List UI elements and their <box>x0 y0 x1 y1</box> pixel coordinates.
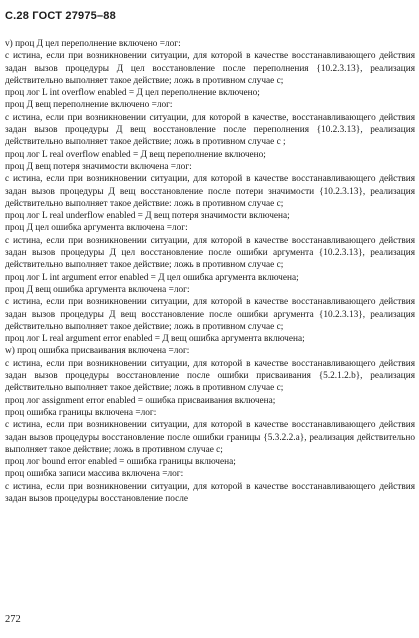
text-line: с истина, если при возникновении ситуации, для которой в качестве восстанавливающего действия задан вызов процедуры восстановление после ошибки границы {5.3.2.2.a}, реализация действительно выполняет такое действие; ложь в противном случае с; <box>5 420 415 455</box>
text-line: проц лог L real underflow enabled = Д вещ потеря значимости включена; <box>5 211 290 222</box>
text-line: проц лог L int overflow enabled = Д цел переполнение включено; <box>5 88 260 99</box>
page-number: 272 <box>5 614 21 625</box>
text-line: с истина, если при возникновении ситуации, для которой в качестве восстанавливающего действия задан вызов процедуры Д вещ восстановление после потери значимости {10.2.3.13}, реализация действительно выполняет такое действие: ложь в противном случае с; <box>5 174 415 209</box>
text-line: проц Д цел ошибка аргумента включена =лог: <box>5 223 188 234</box>
text-line: проц лог L int argument error enabled = Д цел ошибка аргумента включена; <box>5 272 299 283</box>
page-header: С.28 ГОСТ 27975–88 <box>5 10 116 22</box>
text-line: с истина, если при возникновении ситуации, для которой в качестве восстанавливающего действия задан вызов процедуры Д вещ восстановление после ошибки аргумента {10.2.3.13}, реализация действительно выполняет такое действие; ложь в противном случае с; <box>5 297 415 332</box>
text-line: с истина, если при возникновении ситуации, для которой в качестве восстанавливающего действия задан вызов процедуры восстановление после ошибки присваивания {5.2.1.2.b}, реализация действительно выполняет такое действие; ложь в противном случае с; <box>5 358 415 394</box>
text-line: с истина, если при возникновении ситуации, для которой в качестве восстанавливающего действия задан вызов процедуры Д цел восстановление после ошибки аргумента {10.2.3.13}, реализация действительно выполняет такое действие; ложь в противном случае с; <box>5 235 415 271</box>
text-line: с истина, если при возникновении ситуации, для которой в качестве восстанавливающего действия задан вызов процедуры Д цел восстановление после переполнения {10.2.3.13}, реализация действительно выполняет такое действие; ложь в противном случае с; <box>5 51 415 86</box>
text-line: проц ошибка границы включена =лог: <box>5 407 157 418</box>
text-line: v) проц Д цел переполнение включено =лог: <box>5 39 181 49</box>
text-line: проц ошибка записи массива включена =лог: <box>5 469 184 480</box>
text-line: с истина, если при возникновении ситуации, для которой в качестве восстанавливающего действия задан вызов процедуры восстановление после <box>5 481 415 504</box>
text-line: проц лог L real overflow enabled = Д вещ переполнение включено; <box>5 149 266 160</box>
text-line: с истина, если при возникновении ситуации, для которой в качестве, восстанавливающего действия задан вызов процедуры Д вещ восстановление после переполнения {10.2.3.13}, реализация действительно выполняет такое действие; ложь в противном случае с ; <box>5 112 415 148</box>
text-line: проц лог bound error enabled = ошибка границы включена; <box>5 457 236 468</box>
text-line: w) проц ошибка присваивания включена =лог: <box>5 346 190 357</box>
text-line: проц Д вещ потеря значимости включена =лог: <box>5 161 192 172</box>
body-text <box>5 38 415 505</box>
text-line: проц лог L real argument error enabled = Д вещ ошибка аргумента включена; <box>5 334 305 345</box>
text-line: проц Д вещ ошибка аргумента включена =лог: <box>5 284 190 295</box>
text-line: проц Д вещ переполнение включено =лог: <box>5 100 173 111</box>
text-line: проц лог assignment error enabled = ошибка присваивания включена; <box>5 395 276 406</box>
